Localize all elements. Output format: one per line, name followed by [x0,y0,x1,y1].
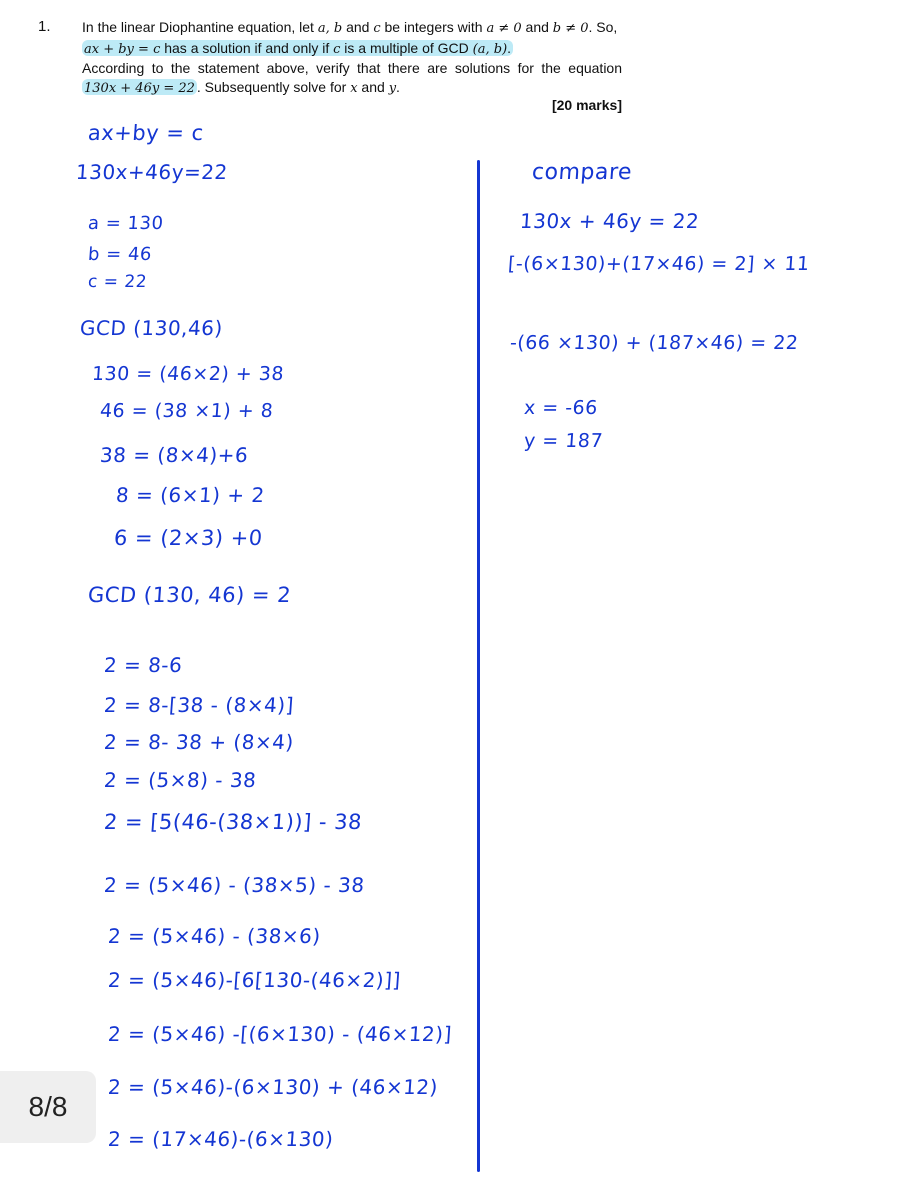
handwritten-line: 2 = (5×46)-[6[130-(46×2)]] [107,968,402,992]
handwritten-line: 130x + 46y = 22 [519,209,701,233]
math-condition-a: a ≠ 0 [486,21,522,36]
handwritten-line: 2 = (5×46) - (38×5) - 38 [103,873,366,897]
question-text-segment: and [342,19,374,35]
math-gcd: (a, b) [472,41,508,57]
handwritten-line: 2 = (17×46)-(6×130) [107,1127,335,1151]
handwritten-line: ax+by = c [87,121,205,145]
math-var-y: y [388,80,397,96]
handwritten-line: 2 = (5×8) - 38 [103,768,258,792]
question-text [82,18,622,98]
question-text-segment: and [521,19,553,35]
handwritten-line: y = 187 [523,430,604,452]
handwritten-line: a = 130 [87,213,165,234]
math-equation: ax + by = c [84,41,161,57]
column-divider [477,160,480,1172]
handwritten-line: 46 = (38 ×1) + 8 [99,400,275,422]
question-text-segment: . So, [588,19,618,35]
handwritten-line: 2 = 8- 38 + (8×4) [103,730,295,754]
handwritten-line: 6 = (2×3) +0 [113,526,264,550]
question-line-3: According to the statement above, verify that there are solutions for the equation [82,60,622,76]
handwritten-line: GCD (130, 46) = 2 [87,583,292,607]
question-text-segment: . Subsequently solve for [196,78,351,95]
question-text-segment: . [507,39,512,56]
handwritten-line: 2 = 8-6 [103,653,184,677]
math-var-x: x [350,80,358,96]
handwritten-line: c = 22 [87,272,148,292]
handwritten-line: 8 = (6×1) + 2 [115,483,266,507]
question-text-segment: has a solution if and only if [160,39,334,56]
math-var-c: c [333,41,341,57]
handwritten-line: 2 = (5×46) -[(6×130) - (46×12)] [107,1022,453,1046]
page-counter: 8/8 [0,1071,96,1143]
question-text-segment: . [396,78,400,95]
handwritten-line: 130 = (46×2) + 38 [91,363,285,385]
question-text-segment: is a multiple of GCD [340,39,473,56]
handwritten-line: -(66 ×130) + (187×46) = 22 [509,332,800,354]
handwritten-line: 2 = [5(46-(38×1))] - 38 [103,810,363,834]
math-equation: 130x + 46y = 22 [84,80,195,96]
marks-label: [20 marks] [551,97,622,113]
handwritten-line: 130x+46y=22 [75,160,229,184]
handwritten-line: 2 = 8-[38 - (8×4)] [103,693,295,717]
handwritten-line: 2 = (5×46)-(6×130) + (46×12) [107,1075,439,1099]
math-vars: a, b [317,21,343,36]
math-var-c: c [373,21,381,36]
handwritten-line: compare [531,160,633,185]
question-number: 1. [38,18,51,35]
handwritten-line: x = -66 [523,397,599,419]
handwritten-line: 38 = (8×4)+6 [99,443,250,467]
handwritten-line: b = 46 [87,244,153,265]
handwritten-line: 2 = (5×46) - (38×6) [107,924,322,948]
highlighted-statement [82,40,513,56]
question-text-segment: be integers with [380,19,487,35]
question-text-segment: In the linear Diophantine equation, let [82,19,318,35]
handwritten-line: GCD (130,46) [79,316,224,340]
math-condition-b: b ≠ 0 [552,21,589,36]
handwritten-line: [-(6×130)+(17×46) = 2] × 11 [507,253,811,275]
highlighted-equation [82,79,197,95]
question-text-segment: and [357,78,389,95]
